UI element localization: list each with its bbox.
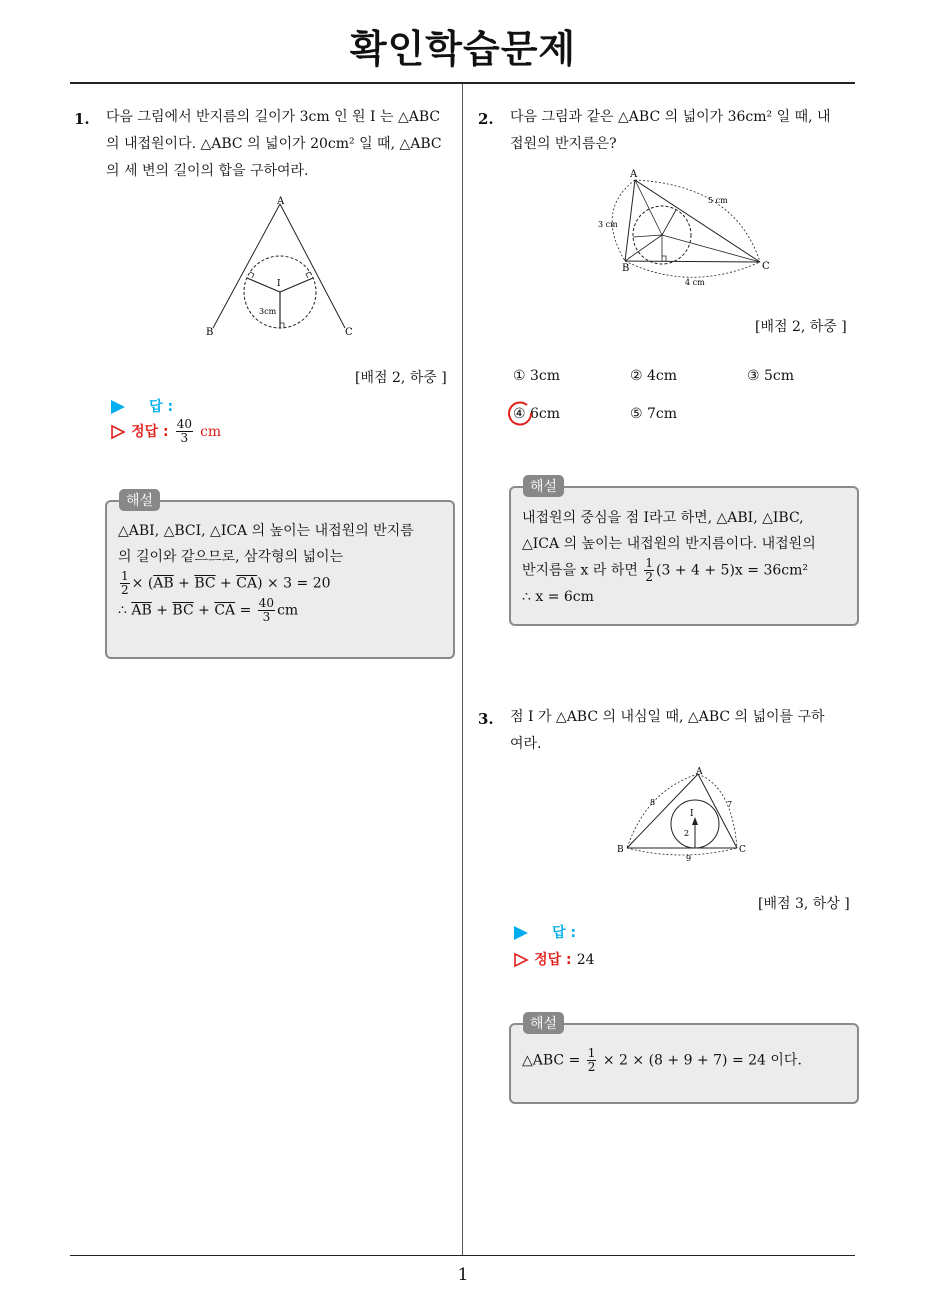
question-2-line: 접원의 반지름은? [510,136,617,152]
solution-line: ∴ x = 6cm [522,589,594,605]
fig2-label-bc: 4 cm [685,278,705,287]
question-2-number: 2. [478,110,494,128]
segment-bc: $\overline{BC}$ [172,602,194,619]
solution-line: △ABI, △BCI, △ICA 의 높이는 내접원의 반지름 [118,523,414,539]
fig2-label-b: B [622,263,630,274]
triangle-outline-icon [110,424,126,440]
therefore-symbol: ∴ [118,602,132,619]
fig1-label-r: 3cm [259,307,277,316]
correct-label: 정답 : [131,424,169,440]
fraction-numerator: 1 [645,556,654,570]
page-number: 1 [457,1265,469,1285]
fig3-label-r: 2 [684,829,690,838]
solution-fraction [120,570,130,597]
solution-text: × 2 × (8 + 9 + 7) = 24 이다. [602,1052,802,1069]
question-2-line: 다음 그림과 같은 △ABC 의 넓이가 36cm² 일 때, 내 [510,109,831,125]
fig1-label-i: I [277,279,281,289]
fig1-label-a: A [277,196,285,207]
segment-ab: $\overline{AB}$ [153,575,174,592]
fig2-label-c: C [762,261,770,272]
fig3-label-ac: 7 [727,800,733,809]
segment-ca: $\overline{CA}$ [214,602,236,619]
answer-label: 답 : [149,399,174,415]
page-title: 확인학습문제 [349,27,577,71]
solution-text: + [215,575,237,592]
choice-4[interactable] [513,406,560,422]
fraction-denominator: 2 [645,570,654,584]
footer-rule [70,1255,855,1256]
play-icon [110,399,126,415]
column-divider [462,84,463,1256]
solution-text: + [173,575,195,592]
correct-unit: cm [200,424,222,440]
solution-text: △ABC = [522,1052,581,1069]
fig3-label-b: B [617,845,624,855]
choice-3[interactable]: ③ 5cm [747,368,795,384]
question-2-meta: [배점 2, 하중 ] [755,319,847,335]
question-1-number: 1. [74,110,90,128]
choice-4-marker [513,406,526,422]
solution-line [118,597,448,624]
segment-bc: $\overline{BC}$ [194,575,216,592]
question-2-solution [522,505,856,610]
question-3-text [510,704,860,758]
question-3-meta: [배점 3, 하상 ] [758,896,850,912]
fig3-label-c: C [739,845,746,855]
question-3-line: 여라. [510,736,542,752]
choice-4-label: 6cm [530,406,561,422]
question-1-meta: [배점 2, 하중 ] [355,370,447,386]
fig3-label-i: I [690,809,694,819]
solution-text: × ( [131,575,154,592]
choice-5[interactable]: ⑤ 7cm [630,406,678,422]
play-icon [513,925,529,941]
solution-text: cm [277,602,299,619]
solution-fraction [587,1047,597,1074]
fig2-label-a: A [630,169,638,180]
solution-fraction [258,597,275,624]
fig3-label-ab: 8 [650,798,656,807]
question-2-figure [590,165,780,290]
choice-1[interactable]: ① 3cm [513,368,561,384]
solution-line: 내접원의 중심을 점 I라고 하면, △ABI, △IBC, [522,510,804,526]
fraction-denominator: 2 [587,1060,596,1074]
solution-fraction [644,557,654,584]
question-1-text [106,104,458,185]
question-3-answer-row [513,922,576,942]
question-3-number: 3. [478,710,494,728]
fraction-denominator: 2 [121,583,129,597]
solution-tag: 해설 [119,489,160,511]
correct-fraction [176,418,193,445]
solution-text: + [193,602,215,619]
correct-value: 24 [576,952,595,968]
solution-tag: 해설 [523,475,564,497]
solution-line: 의 길이와 같으므로, 삼각형의 넓이는 [118,549,344,565]
question-1-answer-row [110,396,173,416]
fig3-label-a: A [696,767,703,777]
triangle-outline-icon [513,952,529,968]
fraction-numerator: 40 [258,596,275,610]
choice-4-symbol: ④ [513,406,526,422]
solution-line: △ICA 의 높이는 내접원의 반지름이다. 내접원의 [522,536,816,552]
fig3-label-bc: 9 [686,854,692,863]
correct-label: 정답 : [534,952,572,968]
fraction-numerator: 1 [587,1046,596,1060]
segment-ca: $\overline{CA}$ [236,575,258,592]
question-1-line: 의 내접원이다. △ABC 의 넓이가 20cm² 일 때, △ABC [106,136,442,152]
fraction-numerator: 1 [121,569,129,583]
question-1-solution [118,518,448,624]
question-1-correct-row [110,418,221,445]
fig2-label-ac: 5 cm [708,196,728,205]
fig1-label-b: B [206,327,214,338]
fraction-denominator: 3 [262,610,271,624]
choice-2[interactable]: ② 4cm [630,368,678,384]
fig2-label-ab: 3 cm [598,220,618,229]
fraction-denominator: 3 [180,431,189,445]
selected-circle-icon [507,401,535,429]
question-3-solution [522,1047,856,1074]
solution-text: (3 + 4 + 5)x = 36cm² [656,562,808,579]
question-1-line: 의 세 변의 길이의 합을 구하여라. [106,163,309,179]
solution-tag: 해설 [523,1012,564,1034]
question-3-line: 점 I 가 △ABC 의 내심일 때, △ABC 의 넓이를 구하 [510,709,825,725]
answer-label: 답 : [552,925,577,941]
solution-line [522,557,856,584]
solution-text: ) × 3 = 20 [257,575,331,592]
solution-text: 반지름을 x 라 하면 [522,562,638,579]
solution-text: = [235,602,256,619]
question-2-text [510,104,860,158]
question-3-figure [612,762,757,867]
solution-line [118,570,448,597]
question-3-correct-row [513,949,595,969]
fraction-numerator: 40 [176,417,192,431]
solution-text: + [151,602,173,619]
question-1-line: 다음 그림에서 반지름의 길이가 3cm 인 원 I 는 △ABC [106,109,441,125]
segment-ab: $\overline{AB}$ [131,602,152,619]
question-1-figure [195,190,365,340]
fig1-label-c: C [345,327,353,338]
